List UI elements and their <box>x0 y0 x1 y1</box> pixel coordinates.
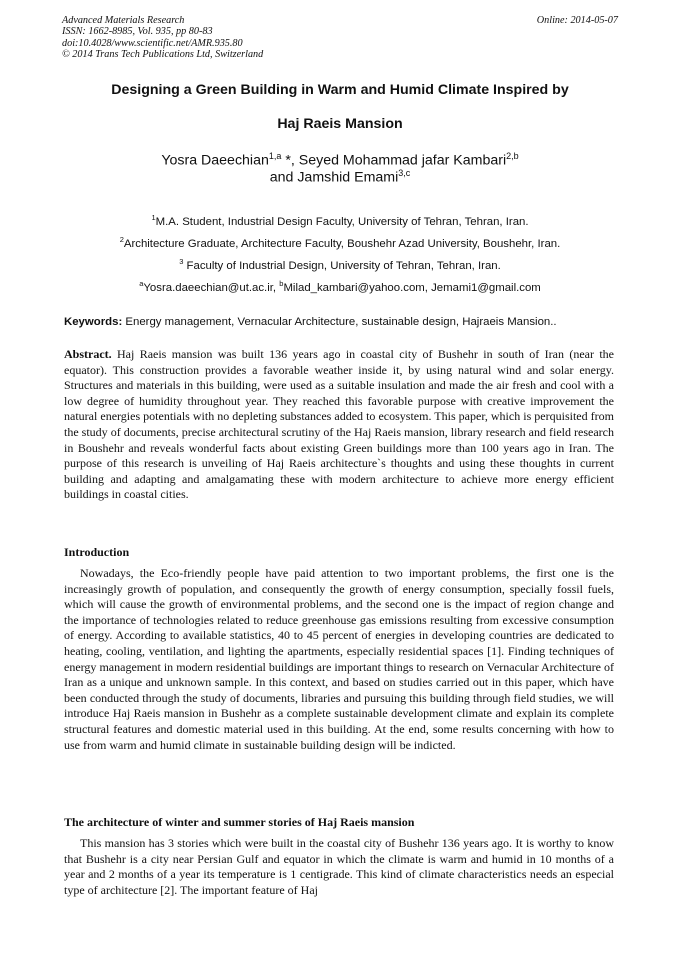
author-3-name: and Jamshid Emami <box>269 169 399 186</box>
abstract-text: Haj Raeis mansion was built 136 years ago in coastal city of Bushehr in south of Iran (near the equator). This construction provides a favorable weather inside it, by using natural wind and solar energy. Structures and materials in this building, were used as a suitable insulation and made the air fresh and cool with a low degree of humidity throughout year. They reached this favorable purpose with creative improvement the natural energies potentials with no depleting substances added to ecosystem. This paper, which is perquisited from the study of documents, precise architectural scrutiny of the Haj Raeis mansion, library research and field research in Boushehr and reveals wonderful facts about existing Green buildings more than 100 years ago in Iran. The purpose of this research is unveiling of Haj Raeis architecture`s thoughts and using these thoughts in current building and adapting and amalgamating these with modern architecture to achieve more energy efficient buildings in coastal cities. <box>64 347 614 502</box>
affiliation-2-text: Architecture Graduate, Architecture Faculty, Boushehr Azad University, Boushehr, Iran. <box>123 237 561 250</box>
abstract-label: Abstract. <box>64 347 112 361</box>
issn-line: ISSN: 1662-8985, Vol. 935, pp 80-83 <box>62 26 213 38</box>
affiliation-1 <box>62 213 618 228</box>
author-line-2 <box>62 165 618 187</box>
introduction-heading: Introduction <box>64 545 130 559</box>
introduction-text: Nowadays, the Eco-friendly people have paid attention to two important problems, the first one is the increasingly growth of population, and consequently the growth of energy consumption, specially fossil fuels, which will cause the growth of environmental problems, and the second one is the impact of region change and the importance of technologies related to reduce greenhouse gas emissions resulting from excessive consumption of energy. According to available statistics, 40 to 45 percent of energies in developing countries are dedicated to heating, cooling, ventilation, and lighting the apartments, especially residential spaces [1]. Finding techniques of energy management in modern residential buildings are important things to research on Vernacular Architecture of Iran as a unique and unknown sample. In this context, and based on studies carried out in this paper, which have been conducted through the study of documents, libraries and pursuing this building through field studies, we will introduce Haj Raeis mansion in Bushehr as a complete sustainable development climate and explain its complete structural features and domestic material used in this building. At the end, some results concerning with how to use from warm and humid climate in sustainable building design will be indicted. <box>64 566 614 752</box>
keywords-label: Keywords: <box>64 316 123 328</box>
section-2-heading: The architecture of winter and summer stories of Haj Raeis mansion <box>64 815 415 829</box>
section-2-text: This mansion has 3 stories which were built in the coastal city of Bushehr 136 years ago. It is worthy to know that Bushehr is a city near Persian Gulf and equator in which the climate is warm and humid in 10 months of a year and 2 months of a year its temperature is 1 centigrade. This kind of climate characteristics needs an especial type of architecture [2]. The important feature of Haj <box>64 836 614 897</box>
affiliation-3-text: Faculty of Industrial Design, University of Tehran, Tehran, Iran. <box>183 259 501 272</box>
affiliation-2 <box>62 235 618 250</box>
paper-title-line-1: Designing a Green Building in Warm and Humid Climate Inspired by <box>111 82 569 98</box>
affiliation-1-text: M.A. Student, Industrial Design Faculty, University of Tehran, Tehran, Iran. <box>155 215 529 228</box>
paper-title-line-2: Haj Raeis Mansion <box>277 116 403 132</box>
affiliation-3-number: 3 <box>179 257 184 266</box>
author-1-name: Yosra Daeechian <box>161 152 269 169</box>
author-3-superscript: 3,c <box>398 168 411 178</box>
journal-name: Advanced Materials Research <box>62 15 185 26</box>
email-a-marker: a <box>139 279 144 288</box>
doi-line: doi:10.4028/www.scientific.net/AMR.935.80 <box>62 37 243 49</box>
email-b-c: Milad_kambari@yahoo.com, Jemami1@gmail.com <box>283 281 541 294</box>
corresponding-star: * <box>281 152 291 169</box>
affiliation-2-number: 2 <box>119 235 124 244</box>
online-date: Online: 2014-05-07 <box>536 15 618 26</box>
keywords <box>64 316 620 328</box>
copyright-line: © 2014 Trans Tech Publications Ltd, Switzerland <box>62 48 264 60</box>
email-b-marker: b <box>279 279 284 288</box>
keywords-text: Energy management, Vernacular Architecture, sustainable design, Hajraeis Mansion.. <box>122 316 557 328</box>
affiliation-1-number: 1 <box>151 213 156 222</box>
author-2-superscript: 2,b <box>506 151 519 161</box>
abstract <box>64 347 614 503</box>
author-emails <box>62 279 618 294</box>
journal-header <box>62 15 618 60</box>
affiliation-3 <box>62 257 618 272</box>
author-2-name: , Seyed Mohammad jafar Kambari <box>290 152 507 169</box>
author-1-superscript: 1,a <box>268 151 282 161</box>
email-a: Yosra.daeechian@ut.ac.ir, <box>143 281 280 294</box>
